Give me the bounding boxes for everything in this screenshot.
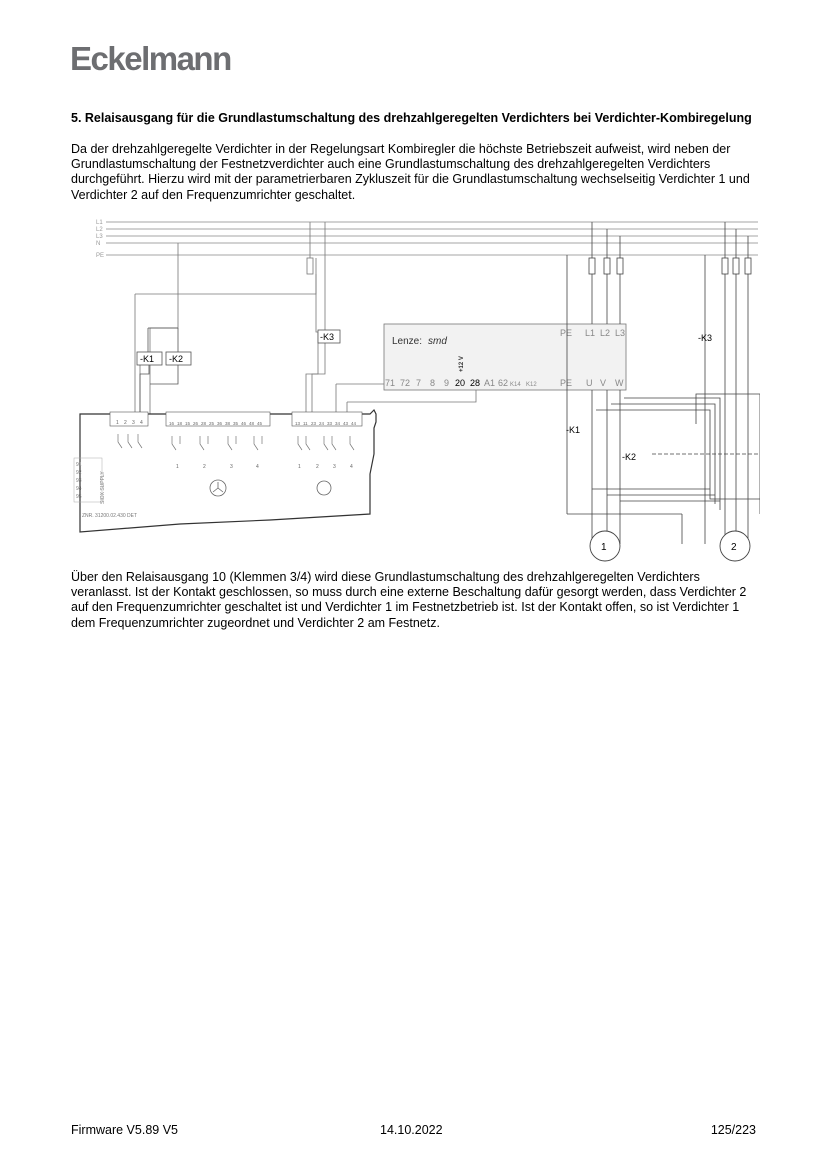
controller-group-c-terminal-8: 44 (351, 421, 357, 426)
inverter-terminal-28: 28 (470, 378, 481, 388)
supply-terminal-95: 95 (76, 494, 82, 500)
controller-channel-b-3: 3 (333, 464, 336, 470)
bus-label-n: N (96, 241, 101, 247)
controller-channel-b-2: 2 (316, 464, 319, 470)
bus-label-l3: L3 (96, 234, 103, 240)
inverter-voltage-label: +12 V (459, 356, 465, 372)
controller-group-a-terminal-1: 1 (116, 420, 119, 426)
controller-group-b-terminal-2: 18 (177, 421, 183, 426)
inverter-terminal-k14: K14 (510, 382, 521, 388)
inverter-terminal-u: U (586, 378, 593, 388)
controller-group-b-terminal-7: 36 (217, 421, 223, 426)
controller-group-b-terminal-9: 35 (233, 421, 239, 426)
controller-group-a-terminal-3: 3 (132, 420, 135, 426)
inverter-title: Lenze: (392, 336, 423, 347)
controller-board (74, 410, 376, 532)
inverter-terminal-k12: K12 (526, 382, 537, 388)
controller-channel-b-1: 1 (298, 464, 301, 470)
controller-group-c-terminal-7: 43 (343, 421, 349, 426)
bus-label-l1: L1 (96, 220, 103, 226)
contactor-k3-label: -K3 (698, 333, 713, 343)
controller-group-c-terminal-3: 23 (311, 421, 317, 426)
controller-group-b-terminal-4: 26 (193, 421, 199, 426)
inverter-terminal-pe: PE (560, 378, 573, 388)
footer-date: 14.10.2022 (380, 1123, 443, 1137)
relay-k2-label: -K2 (169, 354, 184, 364)
controller-group-b-terminal-1: 16 (169, 421, 175, 426)
controller-group-b-terminal-10: 46 (241, 421, 247, 426)
inverter-terminal-71: 71 (385, 378, 396, 388)
inverter-terminal-72: 72 (400, 378, 411, 388)
bus-label-pe: PE (96, 253, 105, 259)
wiring-diagram (70, 214, 760, 566)
footer-firmware: Firmware V5.89 V5 (71, 1123, 178, 1137)
controller-group-b-terminal-8: 38 (225, 421, 231, 426)
controller-channel-a-2: 2 (203, 464, 206, 470)
relay-k3-label: -K3 (320, 332, 335, 342)
controller-channel-b-4: 4 (350, 464, 353, 470)
motor-1-label: 1 (601, 542, 607, 553)
controller-group-b-terminal-6: 25 (209, 421, 215, 426)
eckelmann-logo: Eckelmann (70, 40, 231, 77)
inverter-terminal-7: 7 (416, 378, 422, 388)
inverter-terminal-a1: A1 (484, 378, 496, 388)
contactor-k2-label: -K2 (622, 452, 637, 462)
inverter-terminal-20: 20 (455, 378, 466, 388)
supply-terminal-94: 94 (76, 486, 82, 492)
inverter-terminal-9: 9 (444, 378, 450, 388)
controller-group-c-terminal-6: 34 (335, 421, 341, 426)
inverter-top-terminal-l1: L1 (585, 328, 596, 338)
controller-group-a-terminal-2: 2 (124, 420, 127, 426)
motor-2-label: 2 (731, 542, 737, 553)
controller-group-c-terminal-2: 11 (303, 421, 308, 426)
controller-group-b-terminal-12: 45 (257, 421, 263, 426)
inverter-terminal-62: 62 (498, 378, 509, 388)
inverter-terminal-w: W (615, 378, 624, 388)
footer-page-number: 125/223 (710, 1123, 756, 1137)
controller-group-c-terminal-1: 13 (295, 421, 301, 426)
controller-channel-a-4: 4 (256, 464, 259, 470)
controller-group-c-terminal-4: 24 (319, 421, 325, 426)
section-heading: 5. Relaisausgang für die Grundlastumschaltung des drehzahlgeregelten Verdichters bei Verdichter-Kombiregelung (71, 111, 752, 125)
relay-k1-label: -K1 (140, 354, 155, 364)
supply-terminal-92: 92 (76, 470, 82, 476)
inverter-top-terminal-l2: L2 (600, 328, 611, 338)
inverter-model: smd (428, 336, 447, 347)
controller-group-b-terminal-3: 15 (185, 421, 191, 426)
inverter-top-terminal-pe: PE (560, 328, 573, 338)
controller-group-a-terminal-4: 4 (140, 420, 143, 426)
inverter-top-terminal-l3: L3 (615, 328, 626, 338)
wiring-diagram-svg (70, 214, 760, 566)
bus-label-l2: L2 (96, 227, 103, 233)
contactor-k1-label: -K1 (566, 425, 581, 435)
controller-channel-a-1: 1 (176, 464, 179, 470)
controller-part-number: ZNR. 31200.02.430 DET (82, 513, 138, 519)
supply-terminal-91: 91 (76, 462, 82, 468)
supply-terminal-93: 93 (76, 478, 82, 484)
controller-group-b-terminal-5: 28 (201, 421, 207, 426)
motors (590, 531, 750, 561)
frequency-inverter (384, 324, 626, 390)
inverter-terminal-v: V (600, 378, 607, 388)
siox-supply-label: SIOX SUPPLY (100, 471, 106, 504)
intro-paragraph: Da der drehzahlgeregelte Verdichter in der Regelungsart Kombiregler die höchste Betriebszeit aufweist, wird neben der Grundlastumschaltung der Festnetzverdichter auch eine Grundlastumschaltung des drehzahlgeregelten Verdichters durchgeführt. Hierzu wird mit der parametrierbaren Zykluszeit für die Grundlastumschaltung wechselseitig Verdichter 1 und Verdichter 2 auf den Frequenzumrichter geschaltet. (71, 142, 750, 202)
controller-channel-a-3: 3 (230, 464, 233, 470)
explanation-paragraph: Über den Relaisausgang 10 (Klemmen 3/4) wird diese Grundlastumschaltung des drehzahlgeregelten Verdichters veranlasst. Ist der Kontakt geschlossen, so muss durch eine externe Beschaltung dafür gesorgt werden, dass Verdichter 2 auf den Frequenzumrichter geschaltet ist und Verdichter 1 im Festnetzbetrieb ist. Ist der Kontakt offen, so ist Verdichter 1 dem Frequenzumrichter zugeordnet und Verdichter 2 am Festnetz. (71, 570, 747, 630)
inverter-terminal-8: 8 (430, 378, 436, 388)
controller-group-c-terminal-5: 33 (327, 421, 333, 426)
controller-group-b-terminal-11: 48 (249, 421, 255, 426)
